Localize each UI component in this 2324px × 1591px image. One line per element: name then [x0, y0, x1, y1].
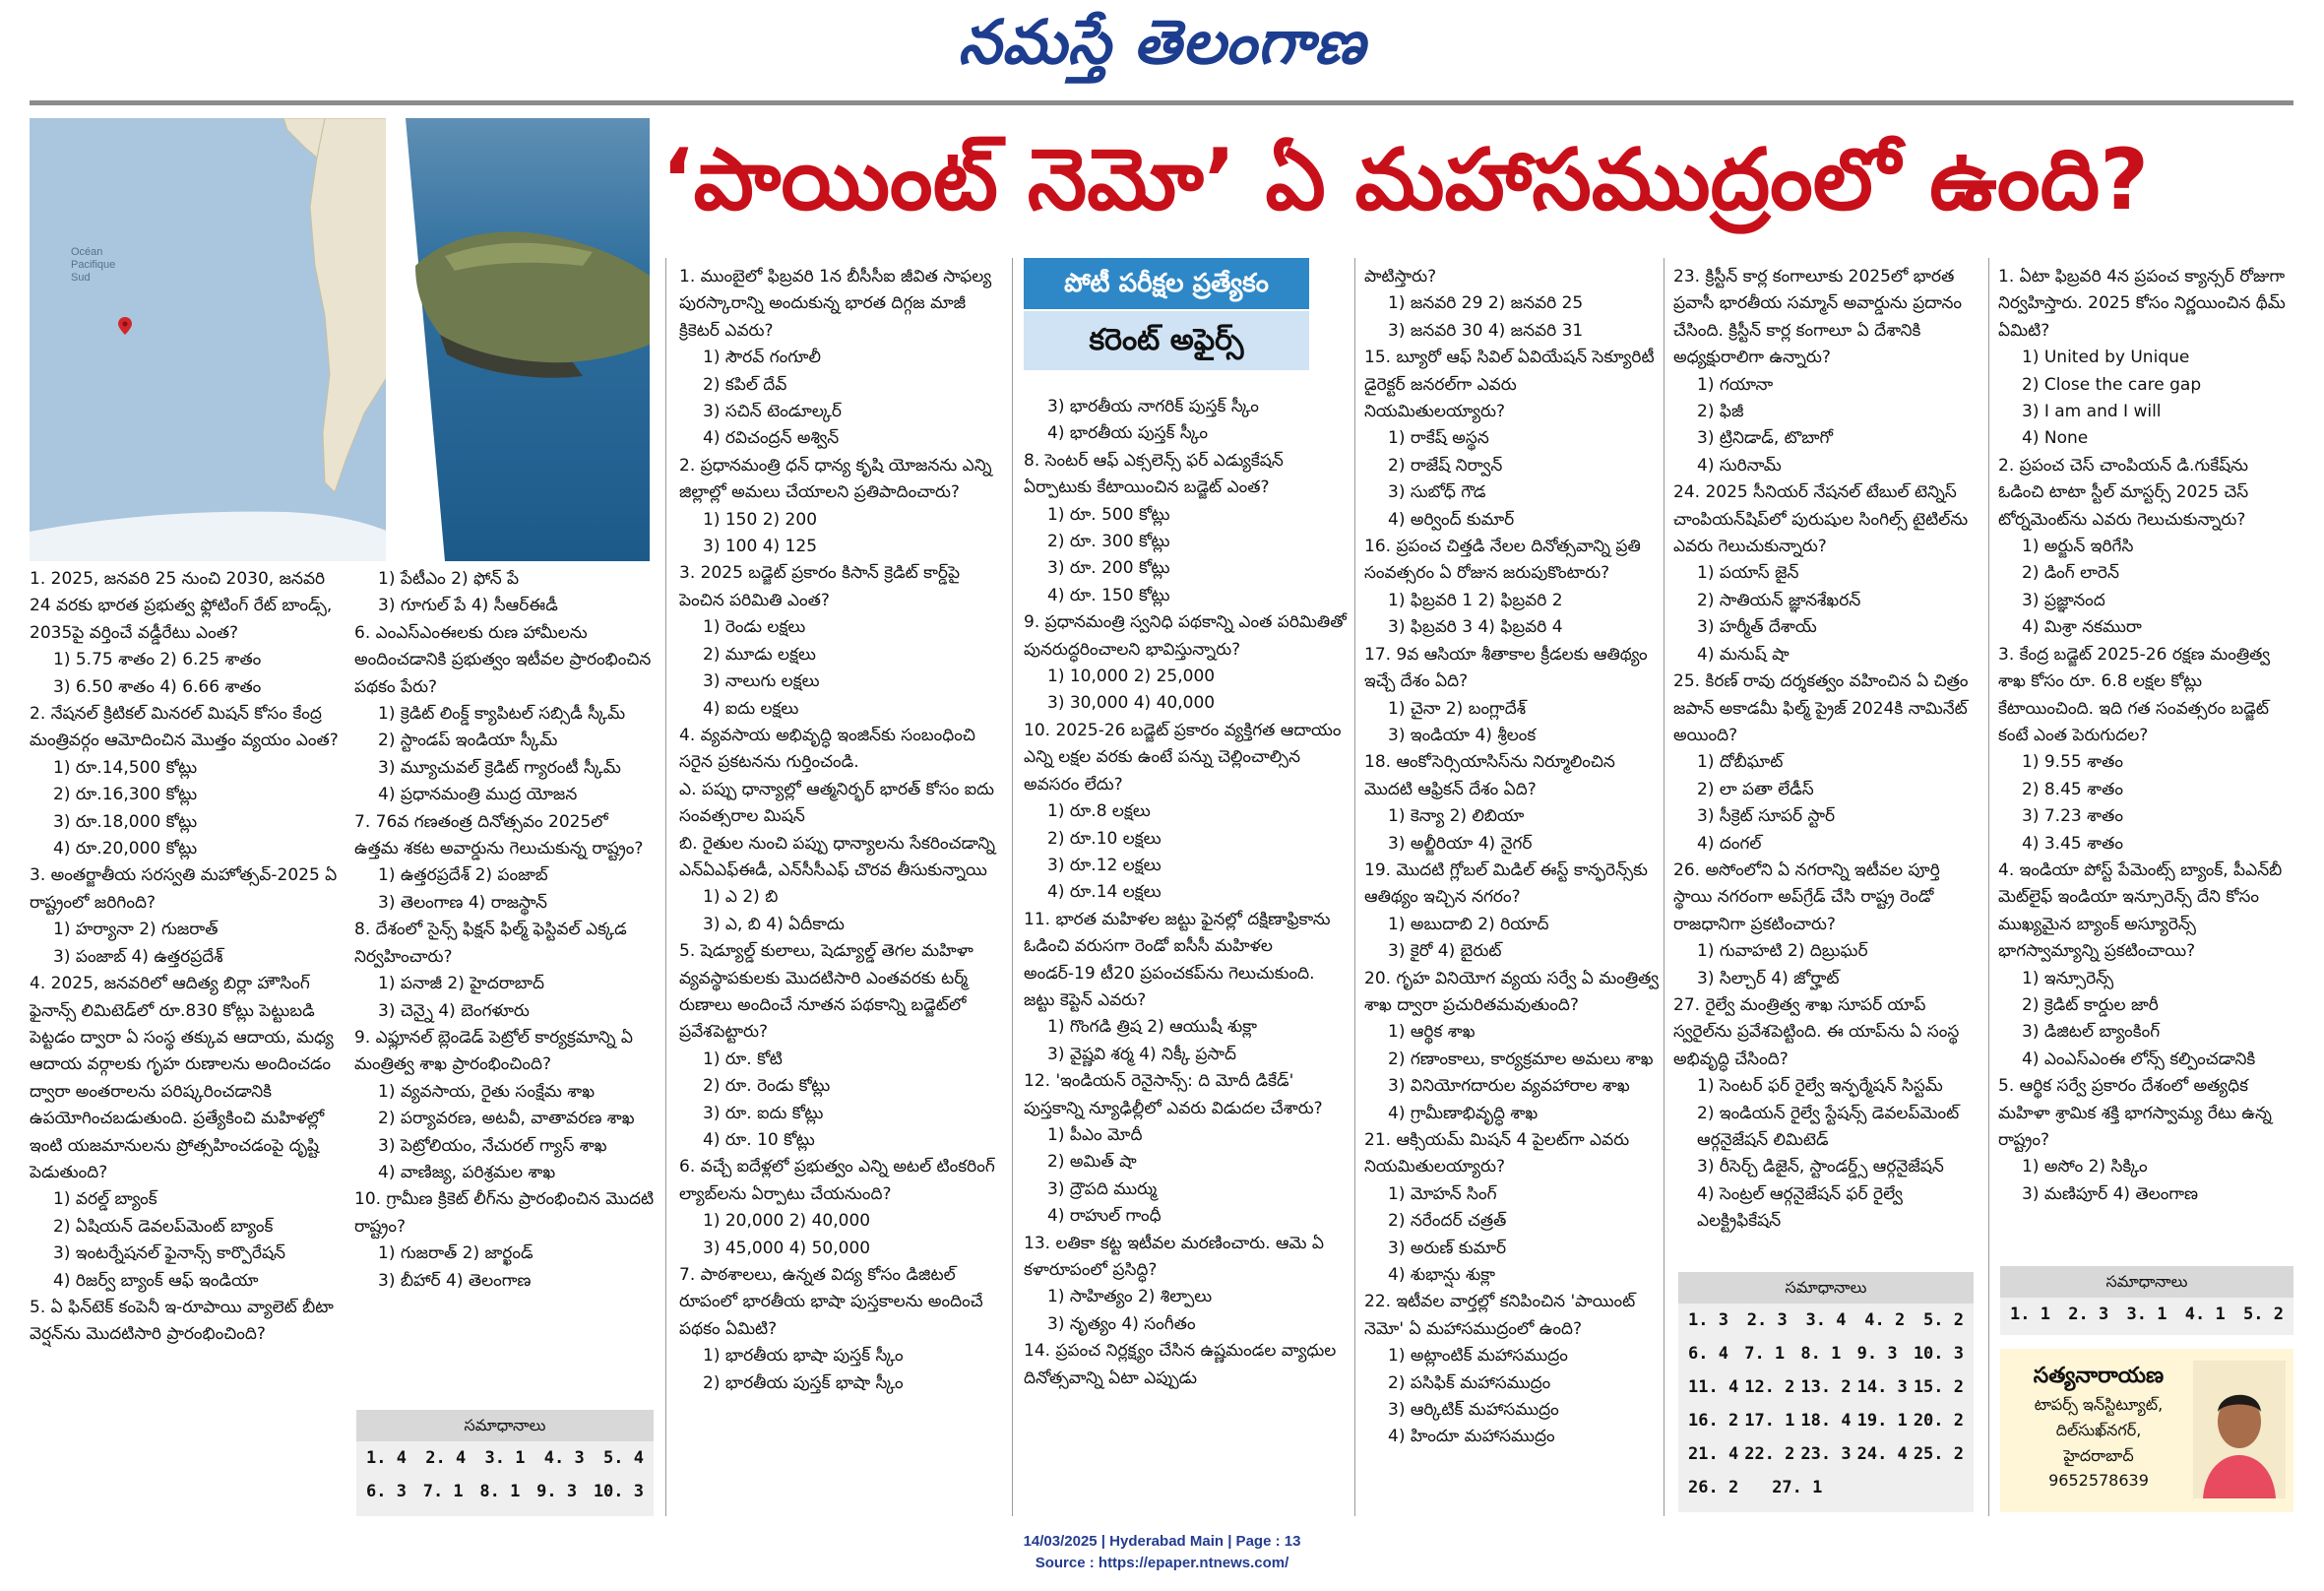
option: 4) రిజర్వ్ బ్యాంక్ ఆఫ్ ఇండియా: [53, 1270, 259, 1291]
option: 4) శుభాన్షు శుక్లా: [1388, 1265, 1495, 1286]
option: 1) సెంటర్ ఫర్ రైల్వే ఇన్ఫర్మేషన్ సిస్టమ్: [1697, 1076, 1943, 1097]
option: 4) రూ. 10 కోట్లు: [703, 1130, 815, 1150]
option: 3) 6.50 శాతం 4) 6.66 శాతం: [53, 676, 262, 697]
option: 3) అరుణ్ కుమార్: [1388, 1238, 1507, 1258]
option: 3) రూ.18,000 కోట్లు: [53, 811, 198, 832]
question: 23. క్రిస్టీన్ కార్ల కంగాలూకు 2025లో భారత ప్రవాసీ భారతీయ సమ్మాన్ అవార్డును ప్రదానం చేసింది. క్రిస్టీన్ కార్ల కంగాలూ ఏ దేశానికి అధ్యక్షురాలిగా ఉన్నారు?: [1673, 267, 1963, 368]
option: 3) బీహార్ 4) తెలంగాణ: [378, 1270, 532, 1291]
option: 3) చెన్నై 4) బెంగళూరు: [378, 1000, 530, 1021]
question: 3. అంతర్జాతీయ సరస్వతి మహోత్సవ్-2025 ఏ రాష్ట్రంలో జరిగింది?: [30, 865, 338, 913]
option: 2) ఫిజీ: [1697, 402, 1744, 422]
question: 25. కిరణ్ రావు దర్శకత్వం వహించిన ఏ చిత్రం జపాన్ అకాడమీ ఫిల్మ్ ప్రైజ్ 2024కి నామినేట్ అయింది?: [1673, 671, 1969, 745]
option: 1) చైనా 2) బంగ్లాదేశ్: [1388, 698, 1527, 719]
answer-key-title: సమాధానాలు: [356, 1410, 654, 1441]
option: 2) రూ.10 లక్షలు: [1047, 828, 1162, 849]
footer-date-edition: 14/03/2025 | Hyderabad Main | Page : 13: [1023, 1533, 1301, 1550]
statement: ఎ. పప్పు ధాన్యాల్లో ఆత్మనిర్భర్ భారత్ కోసం ఐదు సంవత్సరాల మిషన్: [679, 779, 994, 827]
question: 1. ముంబైలో ఫిబ్రవరి 1న బీసీసీఐ జీవిత సాఫల్య పురస్కారాన్ని అందుకున్న భారత దిగ్గజ మాజీ క్రికెటర్ ఎవరు?: [679, 267, 992, 341]
question: 8. దేశంలో సైన్స్ ఫిక్షన్ ఫిల్మ్ ఫెస్టివల్ ఎక్కడ నిర్వహించారు?: [354, 920, 627, 967]
column-6: [1673, 264, 1983, 1258]
author-institute: టాపర్స్ ఇన్‌స్టిట్యూట్,: [2034, 1395, 2164, 1414]
answer-row: 16. 2 17. 1 18. 4 19. 1 20. 2: [1688, 1411, 1964, 1431]
answer-key-box: [356, 1410, 654, 1516]
option: 1) ఎ 2) బి: [703, 887, 779, 908]
column-divider: [1988, 258, 1989, 1516]
option: 2) డింగ్ లారెన్: [2022, 563, 2119, 584]
column-7: [1998, 264, 2298, 1258]
question: 21. ఆక్సియమ్ మిషన్ 4 పైలట్‌గా ఎవరు నియమితులయ్యారు?: [1364, 1130, 1630, 1177]
option: 4) ఐదు లక్షలు: [703, 698, 799, 719]
option: 3) ద్రౌపది ముర్ము: [1047, 1178, 1158, 1199]
question: 10. 2025-26 బడ్జెట్ ప్రకారం వ్యక్తిగత ఆదాయం ఎన్ని లక్షల వరకు ఉంటే పన్ను చెల్లించాల్సిన అవసరం లేదు?: [1024, 720, 1342, 795]
option: 3) పెట్రోలియం, నేచురల్ గ్యాస్ శాఖ: [378, 1135, 607, 1156]
option: 1) జనవరి 29 2) జనవరి 25: [1388, 293, 1584, 314]
option: 1) 9.55 శాతం: [2022, 752, 2123, 773]
author-city: హైదరాబాద్: [2063, 1446, 2134, 1465]
option: 1) సాహిత్యం 2) శిల్పాలు: [1047, 1287, 1213, 1307]
option: 4) అర్వింద్ కుమార్: [1388, 509, 1515, 530]
option: 1) రెండు లక్షలు: [703, 617, 806, 638]
option: 4) గ్రామీణాభివృద్ధి శాఖ: [1388, 1103, 1539, 1123]
option: 1) మోహన్ సింగ్: [1388, 1183, 1497, 1204]
option: 1) సౌరవ్ గంగూలీ: [703, 348, 821, 368]
question: 7. 76వ గణతంత్ర దినోత్సవం 2025లో ఉత్తమ శకట అవార్డును గెలుచుకున్న రాష్ట్రం?: [354, 811, 644, 859]
option: 4) None: [2022, 428, 2089, 449]
question: 5. ఆర్థిక సర్వే ప్రకారం దేశంలో అత్యధిక మహిళా శ్రామిక శక్తి భాగస్వామ్య రేటు ఉన్న రాష్ట్రం?: [1998, 1076, 2272, 1150]
option: 3) నాలుగు లక్షలు: [703, 671, 820, 692]
answer-row: 1. 3 2. 3 3. 4 4. 2 5. 2: [1688, 1310, 1964, 1330]
option: 3) భారతీయ నాగరిక్ పుస్తక్ స్కీం: [1047, 397, 1259, 416]
masthead: [0, 0, 2324, 98]
question: 27. రైల్వే మంత్రిత్వ శాఖ సూపర్ యాప్ స్వరైల్‌ను ప్రవేశపెట్టింది. ఈ యాప్‌ను ఏ సంస్థ అభివృద్ధి చేసింది?: [1673, 994, 1960, 1069]
question: 4. 2025, జనవరిలో ఆదిత్య బిర్లా హౌసింగ్ ఫైనాన్స్ లిమిటెడ్‌లో రూ.830 కోట్లు పెట్టుబడి పెట్టడం ద్వారా ఏ సంస్థ తక్కువ ఆదాయ, మధ్య ఆదాయ వర్గాలకు గృహ రుణాలను అందించడం ద్వారా అంతరాలను పరిష్కరించడానికి ఉపయోగించబడుతుంది. ప్రత్యేకించి మహిళల్లో ఇంటి యజమానులను ప్రోత్సహించడంపై దృష్టి పెడుతుంది?: [30, 974, 334, 1182]
option: 1) దోబీఘాట్: [1697, 752, 1784, 773]
author-box: [2000, 1349, 2293, 1512]
option: 4) రూ. 150 కోట్లు: [1047, 585, 1170, 605]
answer-row: 6. 3 7. 1 8. 1 9. 3 10. 3: [366, 1482, 644, 1501]
location-pin-icon: [118, 317, 132, 335]
option: 1) అసోం 2) సిక్కిం: [2022, 1157, 2148, 1177]
footer-source: Source : https://epaper.ntnews.com/: [1035, 1555, 1289, 1571]
option: 2) 8.45 శాతం: [2022, 779, 2123, 799]
option: 3) ట్రినిడాడ్, టొబాగో: [1697, 428, 1834, 449]
answer-row: 1. 4 2. 4 3. 1 4. 3 5. 4: [366, 1448, 644, 1468]
author-name: సత్యనారాయణ: [2033, 1364, 2165, 1388]
option: 3) ప్రజ్ఞానంద: [2022, 590, 2105, 610]
option: 3) కైరో 4) బైరుట్: [1388, 941, 1502, 962]
newspaper-logo: నమస్తే తెలంగాణ: [958, 6, 1366, 78]
option: 2) కపిల్ దేవ్: [703, 374, 787, 395]
question: 3. కేంద్ర బడ్జెట్ 2025-26 రక్షణ మంత్రిత్వ శాఖ కోసం రూ. 6.8 లక్షల కోట్లు కేటాయించింది. ఇది గత సంవత్సరం బడ్జెట్ కంటే ఎంత పెరుగుదల?: [1998, 644, 2271, 745]
option: 3) గూగుల్ పే 4) సీఆర్‌ఈడీ: [378, 596, 558, 616]
option: 1) పేటీఎం 2) ఫోన్ పే: [378, 569, 520, 589]
option: 4) ప్రధానమంత్రి ముద్ర యోజన: [378, 785, 578, 805]
headline: ‘పాయింట్ నెమో’ ఏ మహాసముద్రంలో ఉంది?: [661, 131, 2150, 229]
question: 8. సెంటర్ ఆఫ్ ఎక్సలెన్స్ ఫర్ ఎడ్యుకేషన్ ఏర్పాటుకు కేటాయించిన బడ్జెట్ ఎంత?: [1024, 450, 1284, 498]
option: 1) రూ.14,500 కోట్లు: [53, 757, 198, 778]
question: 2. నేషనల్ క్రిటికల్ మినరల్ మిషన్ కోసం కేంద్ర మంత్రివర్గం ఆమోదించిన మొత్తం వ్యయం ఎంత?: [30, 704, 339, 751]
option: 2) అమిత్ షా: [1047, 1152, 1137, 1173]
option: 2) మూడు లక్షలు: [703, 644, 816, 665]
answer-row: 11. 4 12. 2 13. 2 14. 3 15. 2: [1688, 1377, 1964, 1397]
option: 4) సురినామ్: [1697, 455, 1782, 476]
answer-row: 1. 1 2. 3 3. 1 4. 1 5. 2: [2010, 1305, 2284, 1324]
option: 1) గుజరాత్ 2) జార్ఖండ్: [378, 1243, 534, 1264]
option: 4) రవిచంద్రన్ అశ్విన్: [703, 428, 840, 449]
option: 3) జనవరి 30 4) జనవరి 31: [1388, 320, 1584, 341]
option: 3) డిజిటల్ బ్యాంకింగ్: [2022, 1022, 2161, 1043]
option: 1) పయాస్ జైన్: [1697, 563, 1799, 584]
option: 2) ఏషియన్ డెవలప్‌మెంట్ బ్యాంక్: [53, 1216, 274, 1237]
question: 1. 2025, జనవరి 25 నుంచి 2030, జనవరి 24 వరకు భారత ప్రభుత్వ ఫ్లోటింగ్ రేట్ బాండ్స్, 2035పై వర్తించే వడ్డీరేటు ఎంత?: [30, 569, 333, 643]
option: 2) రాజేష్ నిర్వాన్: [1388, 455, 1503, 476]
option: 3) అల్జీరియా 4) నైగర్: [1388, 833, 1533, 854]
question: 14. ప్రపంచ నిర్లక్ష్యం చేసిన ఉష్ణమండల వ్యాధుల దినోత్సవాన్ని ఏటా ఎప్పుడు: [1024, 1341, 1337, 1388]
option: 3) రీసెర్చ్ డిజైన్, స్టాండర్డ్స్ ఆర్గనైజేషన్: [1697, 1157, 1944, 1177]
option: 1) 5.75 శాతం 2) 6.25 శాతం: [53, 650, 262, 670]
option: 1) వ్యవసాయ, రైతు సంక్షేమ శాఖ: [378, 1081, 596, 1102]
option: 2) గణాంకాలు, కార్యక్రమాల అమలు శాఖ: [1388, 1049, 1654, 1069]
question: 9. ఎఫ్లూనల్ బ్లెండెడ్ పెట్రోల్ కార్యక్రమాన్ని ఏ మంత్రిత్వ శాఖ ప్రారంభించింది?: [354, 1027, 633, 1075]
question: 12. 'ఇండియన్ రెనైసాన్స్: ది మోదీ డికేడ్' పుస్తకాన్ని న్యూఢిల్లీలో ఎవరు విడుదల చేశారు?: [1024, 1071, 1323, 1118]
masthead-divider: [30, 100, 2293, 105]
option: 2) పర్యావరణ, అటవీ, వాతావరణ శాఖ: [378, 1109, 635, 1129]
option: 4) సెంట్రల్ ఆర్గనైజేషన్ ఫర్ రైల్వే ఎలక్ట్రిఫికేషన్: [1697, 1183, 1903, 1232]
option: 1) రూ.8 లక్షలు: [1047, 801, 1151, 822]
question: 5. షెడ్యూల్డ్ కులాలు, షెడ్యూల్డ్ తెగల మహిళా వ్యవస్థాపకులకు మొదటిసారి ఎంతవరకు టర్మ్ రుణాలు అందించే నూతన పథకాన్ని బడ్జెట్‌లో ప్రవేశపెట్టారు?: [679, 941, 974, 1043]
question: 9. ప్రధానమంత్రి స్వనిధి పథకాన్ని ఎంత పరిమితితో పునరుద్ధరించాలని భావిస్తున్నారు?: [1024, 612, 1347, 660]
question: 4. ఇండియా పోస్ట్ పేమెంట్స్ బ్యాంక్, పీఎన్‌బీ మెట్‌లైఫ్ ఇండియా ఇన్సూరెన్స్ దేని కోసం ముఖ్యమైన బ్యాంక్ అస్యూరెన్స్ భాగస్వామ్యాన్ని ప్రకటించాయి?: [1998, 859, 2283, 962]
column-divider: [1012, 258, 1013, 1516]
option: 1) గయానా: [1697, 374, 1774, 395]
answer-key-box: [1678, 1272, 1974, 1512]
question: 19. మొదటి గ్లోబల్ మిడిల్ ఈస్ట్ కాన్ఫరెన్స్‌కు ఆతిథ్యం ఇచ్చిన నగరం?: [1364, 859, 1648, 908]
question: 16. ప్రపంచ చిత్తడి నేలల దినోత్సవాన్ని ప్రతి సంవత్సరం ఏ రోజున జరుపుకొంటారు?: [1364, 537, 1641, 584]
option: 1) రూ. 500 కోట్లు: [1047, 504, 1170, 525]
option: 1) United by Unique: [2022, 348, 2190, 368]
option: 3) ఆర్కిటిక్ మహాసముద్రం: [1388, 1400, 1559, 1421]
author-area: దిల్‌సుఖ్‌నగర్,: [2055, 1421, 2142, 1439]
option: 2) నరేందర్ చత్రత్: [1388, 1211, 1507, 1232]
question: 3. 2025 బడ్జెట్ ప్రకారం కిసాన్ క్రెడిట్ కార్డ్‌పై పెంచిన పరిమితి ఎంత?: [679, 563, 961, 610]
option: 3) ఎ, బి 4) ఏదీకాదు: [703, 914, 845, 934]
option: 2) క్రెడిట్ కార్డుల జారీ: [2022, 994, 2159, 1015]
option: 3) ఫిబ్రవరి 3 4) ఫిబ్రవరి 4: [1388, 617, 1563, 638]
question: 6. వచ్చే ఐదేళ్లలో ప్రభుత్వం ఎన్ని అటల్ టింకరింగ్ ల్యాబ్‌లను ఏర్పాటు చేయనుంది?: [679, 1157, 995, 1204]
option: 3) I am and I will: [2022, 402, 2162, 422]
question: 17. 9వ ఆసియా శీతాకాల క్రీడలకు ఆతిథ్యం ఇచ్చే దేశం ఏది?: [1364, 644, 1648, 692]
option: 2) లా పతా లేడీస్: [1697, 779, 1814, 799]
option: 1) రూ. కోటి: [703, 1049, 783, 1069]
option: 4) ఎంఎస్ఎంఈ లోన్స్ కల్పించడానికి: [2022, 1049, 2256, 1069]
option: 1) పీఎం మోదీ: [1047, 1124, 1143, 1145]
answer-key-title: సమాధానాలు: [1678, 1272, 1974, 1304]
question: 7. పాఠశాలలు, ఉన్నత విద్య కోసం డిజిటల్ రూపంలో భారతీయ భాషా పుస్తకాలను అందించే పథకం ఏమిటి?: [679, 1265, 983, 1339]
option: 3) మణిపూర్ 4) తెలంగాణ: [2022, 1183, 2199, 1204]
option: 1) రాకేష్ అస్థన: [1388, 428, 1489, 449]
author-phone: 9652578639: [2048, 1471, 2149, 1490]
option: 1) ఉత్తరప్రదేశ్ 2) పంజాబ్: [378, 865, 548, 886]
option: 3) వినియోగదారుల వ్యవహారాల శాఖ: [1388, 1076, 1630, 1097]
question: 5. ఏ ఫిన్‌టెక్ కంపెనీ ఇ-రూపాయి వ్యాలెట్ బీటా వెర్షన్‌ను మొదటిసారి ప్రారంభించింది?: [30, 1297, 334, 1345]
option: 3) రూ.12 లక్షలు: [1047, 855, 1162, 875]
option: 4) మనుష్ షా: [1697, 644, 1790, 665]
option: 1) క్రెడిట్ లింక్డ్ క్యాపిటల్ సబ్సిడీ స్కీమ్: [378, 704, 626, 725]
column-1: [30, 566, 345, 1551]
question: 1. ఏటా ఫిబ్రవరి 4న ప్రపంచ క్యాన్సర్ రోజుగా నిర్వహిస్తారు. 2025 కోసం నిర్ణయించిన థీమ్ ఏమిటి?: [1998, 267, 2286, 341]
option: 4) రాహుల్ గాంధీ: [1047, 1206, 1162, 1227]
island-photo: [386, 118, 650, 561]
option: 4) దంగల్: [1697, 833, 1762, 854]
answer-row: 6. 4 7. 1 8. 1 9. 3 10. 3: [1688, 1344, 1964, 1364]
statement: బి. రైతుల నుంచి పప్పు ధాన్యాలను సేకరించడాన్ని ఎన్ఏఎఫ్ఈడీ, ఎన్‌సీసీఎఫ్ చొరవ తీసుకున్నాయి: [679, 833, 996, 880]
option: 3) తెలంగాణ 4) రాజస్థాన్: [378, 892, 547, 913]
option: 2) రూ. 300 కోట్లు: [1047, 532, 1170, 552]
question: 18. ఆంకోసెర్సియాసిస్‌ను నిర్మూలించిన మొదటి ఆఫ్రికన్ దేశం ఏది?: [1364, 752, 1615, 799]
column-4: [1024, 394, 1349, 1514]
option: 4) రూ.20,000 కోట్లు: [53, 839, 198, 859]
option: 1) వరల్డ్ బ్యాంక్: [53, 1189, 157, 1210]
option: 1) అట్లాంటిక్ మహాసముద్రం: [1388, 1346, 1568, 1367]
option: 1) హర్యానా 2) గుజరాత్: [53, 920, 219, 940]
answer-row: 26. 2 27. 1: [1688, 1478, 1823, 1497]
option: 3) సీక్రెట్ సూపర్ స్టార్: [1697, 806, 1836, 827]
author-photo: [2193, 1361, 2286, 1498]
option: 2) రూ. రెండు కోట్లు: [703, 1076, 831, 1097]
option: 3) నృత్యం 4) సంగీతం: [1047, 1313, 1196, 1334]
option: 4) మిశ్రా నకమురా: [2022, 617, 2142, 638]
question: 2. ప్రధానమంత్రి ధన్ ధాన్య కృషి యోజనను ఎన్ని జిల్లాల్లో అమలు చేయాలని ప్రతిపాదించారు?: [679, 455, 992, 503]
option: 3) వైష్ణవి శర్మ 4) నిక్కీ ప్రసాద్: [1047, 1044, 1237, 1064]
option: 4) రూ.14 లక్షలు: [1047, 882, 1162, 903]
option: 1) గొంగడి త్రిష 2) ఆయుషీ శుక్లా: [1047, 1017, 1257, 1038]
section-title: కరెంట్ అఫైర్స్: [1024, 311, 1309, 370]
option: 3) సచిన్ టెండూల్కర్: [703, 402, 842, 422]
option: 2) పసిఫిక్ మహాసముద్రం: [1388, 1372, 1551, 1393]
question: 6. ఎంఎస్ఎంఈలకు రుణ హామీలను అందించడానికి ప్రభుత్వం ఇటీవల ప్రారంభించిన పథకం పేరు?: [354, 622, 652, 697]
column-3: [679, 264, 1004, 1514]
option: 1) పనాజీ 2) హైదరాబాద్: [378, 974, 545, 994]
question: 2. ప్రపంచ చెస్ చాంపియన్ డి.గుకేష్‌ను ఓడించి టాటా స్టీల్ మాస్టర్స్ 2025 చెస్ టోర్నమెంట్‌ను ఎవరు గెలుచుకున్నారు?: [1998, 455, 2249, 530]
question-continued: పాటిస్తారు?: [1364, 267, 1437, 286]
option: 2) స్టాండప్ ఇండియా స్కీమ్: [378, 731, 558, 751]
question: 20. గృహ వినియోగ వ్యయ సర్వే ఏ మంత్రిత్వ శాఖ ద్వారా ప్రచురితమవుతుంది?: [1364, 968, 1660, 1015]
option: 3) 30,000 4) 40,000: [1047, 693, 1216, 714]
option: 3) పంజాబ్ 4) ఉత్తరప్రదేశ్: [53, 946, 223, 967]
option: 2) రూ.16,300 కోట్లు: [53, 785, 198, 805]
question: 15. బ్యూరో ఆఫ్ సివిల్ ఏవియేషన్ సెక్యూరిటీ డైరెక్టర్ జనరల్‌గా ఎవరు నియమితులయ్యారు?: [1364, 348, 1655, 422]
option: 3) ఇంటర్నేషనల్ ఫైనాన్స్ కార్పొరేషన్: [53, 1243, 285, 1264]
section-badge: పోటీ పరీక్షల ప్రత్యేకం: [1024, 258, 1309, 309]
option: 1) భారతీయ భాషా పుస్తక్ స్కీం: [703, 1346, 904, 1367]
option: 1) ఫిబ్రవరి 1 2) ఫిబ్రవరి 2: [1388, 590, 1563, 610]
question: 10. గ్రామీణ క్రికెట్ లీగ్‌ను ప్రారంభించిన మొదటి రాష్ట్రం?: [354, 1189, 655, 1237]
option: 1) గువాహటి 2) దిబ్రుఘర్: [1697, 941, 1868, 962]
option: 4) భారతీయ పుస్తక్ స్కీం: [1047, 423, 1208, 444]
option: 2) సాతియన్ జ్ఞానశేఖరన్: [1697, 590, 1861, 610]
option: 1) 10,000 2) 25,000: [1047, 667, 1216, 687]
option: 2) Close the care gap: [2022, 374, 2202, 395]
column-5: [1364, 264, 1660, 1514]
option: 1) ఇన్సూరెన్స్: [2022, 968, 2114, 988]
footer: [0, 1531, 2324, 1574]
option: 3) సిల్చార్ 4) జోర్హాట్: [1697, 968, 1840, 988]
option: 3) ఇండియా 4) శ్రీలంక: [1388, 725, 1537, 745]
option: 2) భారతీయ పుస్తక్ భాషా స్కీం: [703, 1372, 904, 1393]
option: 1) అర్జున్ ఇరిగేసి: [2022, 537, 2134, 557]
option: 3) రూ. ఐదు కోట్లు: [703, 1103, 824, 1123]
option: 1) ఆర్థిక శాఖ: [1388, 1022, 1476, 1043]
question: 26. అసోంలోని ఏ నగరాన్ని ఇటీవల పూర్తి స్థాయి నగరంగా అప్‌గ్రేడ్ చేసి రాష్ట్ర రెండో రాజధానిగా ప్రకటించారు?: [1673, 859, 1940, 934]
option: 3) రూ. 200 కోట్లు: [1047, 558, 1170, 579]
option: 3) హర్మీత్ దేశాయ్: [1697, 617, 1817, 638]
column-divider: [665, 258, 666, 1516]
option: 1) కెన్యా 2) లిబియా: [1388, 806, 1525, 827]
option: 4) వాణిజ్య, పరిశ్రమల శాఖ: [378, 1162, 556, 1182]
option: 1) 20,000 2) 40,000: [703, 1211, 871, 1232]
ocean-label: Océan Pacifique Sud: [71, 246, 116, 284]
option: 3) 100 4) 125: [703, 537, 818, 557]
answer-row: 21. 4 22. 2 23. 3 24. 4 25. 2: [1688, 1444, 1964, 1464]
option: 3) 45,000 4) 50,000: [703, 1238, 871, 1258]
option: 4) హిందూ మహాసముద్రం: [1388, 1427, 1555, 1447]
answer-key-title: సమాధానాలు: [2000, 1266, 2293, 1298]
column-2: [354, 566, 656, 1403]
question: 4. వ్యవసాయ అభివృద్ధి ఇంజిన్‌కు సంబంధించి సరైన ప్రకటనను గుర్తించండి.: [679, 725, 975, 773]
question: 11. భారత మహిళల జట్టు ఫైనల్లో దక్షిణాఫ్రికాను ఓడించి వరుసగా రెండో ఐసీసీ మహిళల అండర్-19 టీ20 ప్రపంచకప్‌ను గెలుచుకుంది. జట్టు కెప్టెన్ ఎవరు?: [1024, 909, 1331, 1010]
option: 1) 150 2) 200: [703, 509, 818, 530]
question: 24. 2025 సీనియర్ నేషనల్ టేబుల్ టెన్నిస్ చాంపియన్‌షిప్‌లో పురుషుల సింగిల్స్ టైటిల్‌ను ఎవరు గెలుచుకున్నారు?: [1673, 482, 1969, 557]
option: 2) ఇండియన్ రైల్వే స్టేషన్స్ డెవలప్‌మెంట్ ఆర్గనైజేషన్ లిమిటెడ్: [1697, 1103, 1960, 1150]
map-image: [30, 118, 389, 561]
question: 22. ఇటీవల వార్తల్లో కనిపించిన 'పాయింట్ నెమో' ఏ మహాసముద్రంలో ఉంది?: [1364, 1292, 1636, 1339]
option: 3) 7.23 శాతం: [2022, 806, 2123, 827]
option: 3) సుబోధ్ గౌడ: [1388, 482, 1486, 503]
option: 1) అబుదాబి 2) రియాద్: [1388, 914, 1549, 934]
option: 4) 3.45 శాతం: [2022, 833, 2123, 854]
answer-key-box: [2000, 1266, 2293, 1335]
question: 13. లతికా కట్ట ఇటీవల మరణించారు. ఆమె ఏ కళారూపంలో ప్రసిద్ధి?: [1024, 1233, 1325, 1280]
column-divider: [1354, 258, 1355, 1516]
option: 3) మ్యూచువల్ క్రెడిట్ గ్యారంటీ స్కీమ్: [378, 757, 621, 778]
